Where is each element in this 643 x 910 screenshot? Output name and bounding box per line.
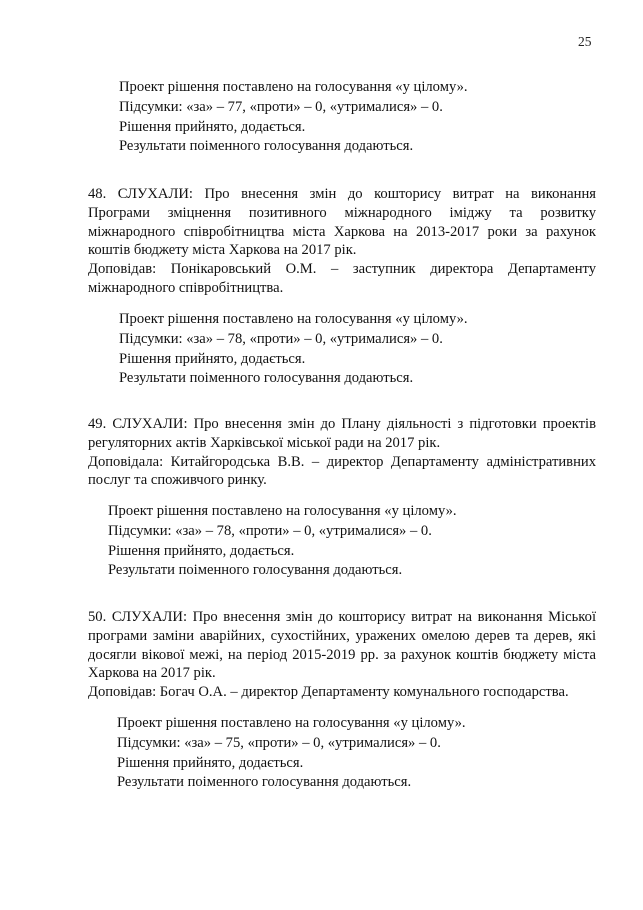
- item-line: 48. СЛУХАЛИ: Про внесення змін до кошторису витрат на виконання: [88, 186, 596, 202]
- vote-block: [119, 310, 468, 389]
- vote-intro: Проект рішення поставлено на голосування «у цілому».: [117, 715, 466, 731]
- vote-results: Підсумки: «за» – 78, «проти» – 0, «утрималися» – 0.: [108, 522, 432, 539]
- item-line: досягли вікової межі, на період 2015-2019 рр. за рахунок коштів бюджету міста: [88, 646, 596, 663]
- vote-results: Підсумки: «за» – 75, «проти» – 0, «утрималися» – 0.: [117, 734, 441, 751]
- vote-block: [108, 502, 457, 581]
- agenda-item-50: [88, 608, 596, 702]
- vote-roll-call: Результати поіменного голосування додаються.: [108, 562, 403, 579]
- vote-roll-call: Результати поіменного голосування додаються.: [119, 370, 414, 387]
- item-line: міжнародного співробітництва міста Харкова на 2013-2017 роки за рахунок: [88, 223, 596, 240]
- vote-roll-call: Результати поіменного голосування додаються.: [117, 774, 412, 791]
- item-line: послуг та споживчого ринку.: [88, 472, 267, 489]
- page-number: 25: [578, 34, 592, 49]
- agenda-item-49: [88, 415, 596, 490]
- item-line: 49. СЛУХАЛИ: Про внесення змін до Плану діяльності з підготовки проектів: [88, 416, 596, 432]
- item-line: регуляторних актів Харківської міської ради на 2017 рік.: [88, 434, 441, 451]
- item-line: Доповідав: Богач О.А. – директор Департаменту комунального господарства.: [88, 684, 569, 701]
- item-line: 50. СЛУХАЛИ: Про внесення змін до кошторису витрат на виконання Міської: [88, 609, 596, 625]
- vote-decision: Рішення прийнято, додається.: [119, 118, 306, 135]
- item-line: програми заміни аварійних, сухостійних, уражених омелою дерев та дерев, які: [88, 627, 596, 644]
- vote-results: Підсумки: «за» – 78, «проти» – 0, «утрималися» – 0.: [119, 330, 443, 347]
- vote-block: [119, 78, 468, 157]
- vote-intro: Проект рішення поставлено на голосування «у цілому».: [119, 311, 468, 327]
- item-line: міжнародного співробітництва.: [88, 279, 284, 296]
- vote-intro: Проект рішення поставлено на голосування «у цілому».: [119, 79, 468, 95]
- vote-roll-call: Результати поіменного голосування додаються.: [119, 138, 414, 155]
- item-line: Доповідав: Понікаровський О.М. – заступник директора Департаменту: [88, 261, 596, 278]
- vote-decision: Рішення прийнято, додається.: [119, 350, 306, 367]
- vote-decision: Рішення прийнято, додається.: [117, 754, 304, 771]
- item-line: Доповідала: Китайгородська В.В. – директор Департаменту адміністративних: [88, 453, 596, 470]
- vote-intro: Проект рішення поставлено на голосування «у цілому».: [108, 503, 457, 519]
- item-line: Харкова на 2017 рік.: [88, 665, 216, 682]
- vote-block: [117, 714, 466, 793]
- vote-results: Підсумки: «за» – 77, «проти» – 0, «утрималися» – 0.: [119, 98, 443, 115]
- item-line: коштів бюджету міста Харкова на 2017 рік.: [88, 242, 357, 259]
- item-line: Програми зміцнення позитивного міжнародного іміджу та розвитку: [88, 204, 596, 221]
- vote-decision: Рішення прийнято, додається.: [108, 542, 295, 559]
- agenda-item-48: [88, 185, 596, 298]
